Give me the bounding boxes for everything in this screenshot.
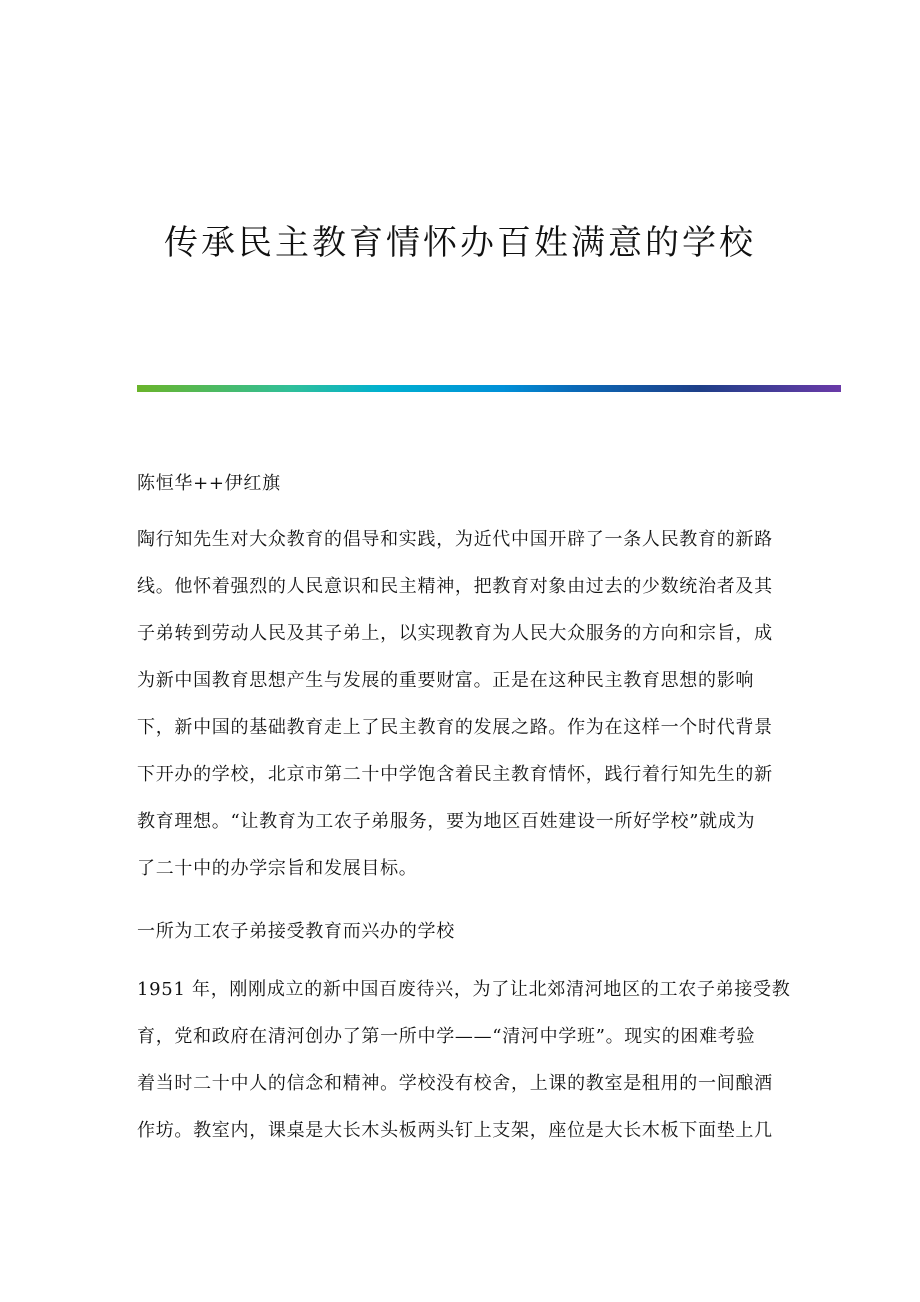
document-title: 传承民主教育情怀办百姓满意的学校 (164, 223, 756, 263)
text-line: 1951 年，刚刚成立的新中国百废待兴，为了让北郊清河地区的工农子弟接受教 (137, 979, 791, 1000)
text-line: 线。他怀着强烈的人民意识和民主精神，把教育对象由过去的少数统治者及其 (137, 576, 773, 597)
text-line: 教育理想。“让教育为工农子弟服务，要为地区百姓建设一所好学校”就成为 (137, 811, 756, 832)
text-line: 着当时二十中人的信念和精神。学校没有校舍，上课的教室是租用的一间酿酒 (137, 1073, 773, 1094)
text-line: 了二十中的办学宗旨和发展目标。 (137, 858, 418, 879)
text-line: 育，党和政府在清河创办了第一所中学——“清河中学班”。现实的困难考验 (137, 1026, 756, 1047)
text-line: 下开办的学校，北京市第二十中学饱含着民主教育情怀，践行着行知先生的新 (137, 764, 773, 785)
text-line: 子弟转到劳动人民及其子弟上，以实现教育为人民大众服务的方向和宗旨，成 (137, 623, 773, 644)
text-line: 作坊。教室内，课桌是大长木头板两头钉上支架，座位是大长木板下面垫上几 (137, 1120, 773, 1141)
text-line: 下，新中国的基础教育走上了民主教育的发展之路。作为在这样一个时代背景 (137, 717, 773, 738)
paragraph-2 (137, 966, 790, 1154)
paragraph-1 (137, 516, 773, 892)
section-heading: 一所为工农子弟接受教育而兴办的学校 (137, 921, 455, 942)
text-line: 陶行知先生对大众教育的倡导和实践，为近代中国开辟了一条人民教育的新路 (137, 529, 773, 550)
gradient-divider (137, 385, 841, 392)
text-line: 为新中国教育思想产生与发展的重要财富。正是在这种民主教育思想的影响 (137, 670, 755, 691)
author-line: 陈恒华++伊红旗 (137, 473, 281, 494)
